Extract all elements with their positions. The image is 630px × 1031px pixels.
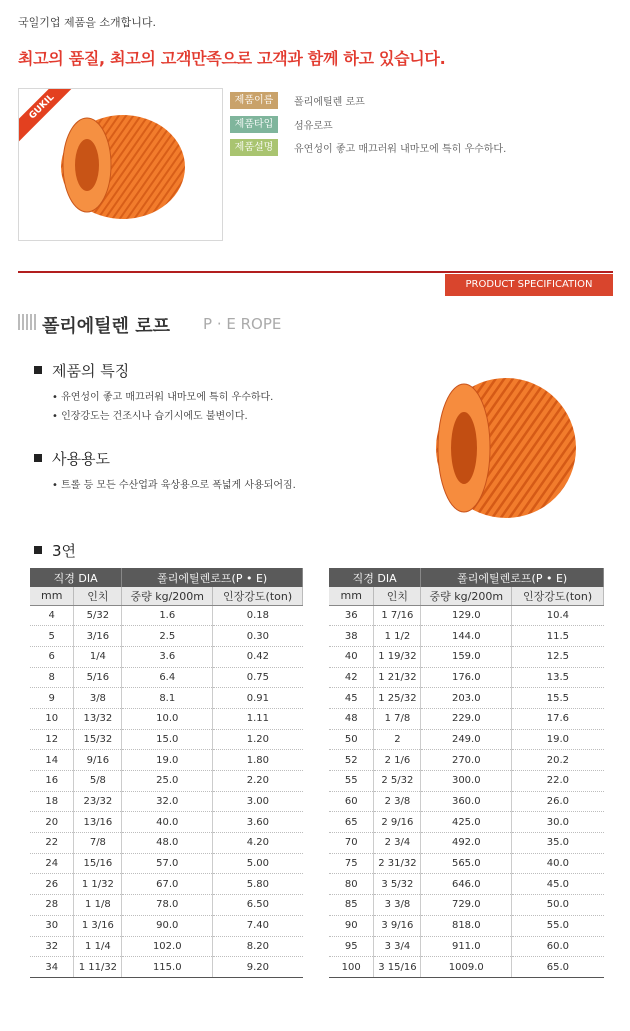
table-cell: 24 — [30, 853, 74, 874]
table-row — [30, 688, 303, 709]
table-cell: 3/16 — [74, 626, 122, 647]
table-row — [329, 874, 604, 895]
square-bullet-icon — [34, 454, 42, 462]
table-row — [30, 667, 303, 688]
table-cell: 34 — [30, 957, 74, 978]
table-row — [30, 605, 303, 626]
spec-tab: PRODUCT SPECIFICATION — [445, 274, 613, 296]
table-cell: 45 — [329, 688, 374, 709]
info-label: 제품타입 — [230, 116, 278, 133]
table-cell: 1 7/8 — [374, 708, 421, 729]
table-cell: 48.0 — [122, 833, 213, 854]
square-bullet-icon — [34, 546, 42, 554]
table-cell: 9/16 — [74, 750, 122, 771]
page-subtitle: P · E ROPE — [203, 315, 282, 333]
table-cell: 0.91 — [213, 688, 303, 709]
table-row — [30, 874, 303, 895]
info-value: 유연성이 좋고 매끄러워 내마모에 특히 우수하다. — [294, 144, 507, 155]
table-row — [30, 895, 303, 916]
table-row — [329, 833, 604, 854]
table-cell: 30.0 — [512, 812, 604, 833]
table-cell: 23/32 — [74, 791, 122, 812]
table-cell: 3 5/32 — [374, 874, 421, 895]
table-cell: 13.5 — [512, 667, 604, 688]
table-row — [329, 626, 604, 647]
table-row — [30, 915, 303, 936]
section-divider — [18, 271, 613, 273]
table-cell: 300.0 — [421, 771, 512, 792]
table-row — [329, 895, 604, 916]
table-cell: 8.20 — [213, 936, 303, 957]
table-cell: 2.20 — [213, 771, 303, 792]
table-cell: 7.40 — [213, 915, 303, 936]
table-cell: 102.0 — [122, 936, 213, 957]
table-cell: 129.0 — [421, 605, 512, 626]
table-cell: 176.0 — [421, 667, 512, 688]
table-cell: 1.80 — [213, 750, 303, 771]
info-label: 제품이름 — [230, 92, 278, 109]
info-row-type — [230, 116, 333, 133]
table-cell: 2 1/6 — [374, 750, 421, 771]
table-cell: 85 — [329, 895, 374, 916]
usage-item: • 트롤 등 모든 수산업과 육상용으로 폭넓게 사용되어짐. — [52, 480, 296, 491]
table-row — [30, 771, 303, 792]
table-cell: 36 — [329, 605, 374, 626]
table-cell: 0.42 — [213, 646, 303, 667]
table-cell: 65.0 — [512, 957, 604, 978]
table-cell: 8 — [30, 667, 74, 688]
table-cell: 5/8 — [74, 771, 122, 792]
table-cell: 3.6 — [122, 646, 213, 667]
table-cell: 144.0 — [421, 626, 512, 647]
table-cell: 1 1/2 — [374, 626, 421, 647]
table-cell: 78.0 — [122, 895, 213, 916]
column-header: mm — [30, 587, 74, 605]
table-cell: 38 — [329, 626, 374, 647]
table-cell: 25.0 — [122, 771, 213, 792]
table-cell: 2 9/16 — [374, 812, 421, 833]
column-header: 인치 — [374, 587, 421, 605]
table-cell: 1 1/8 — [74, 895, 122, 916]
table-cell: 65 — [329, 812, 374, 833]
table-cell: 3.00 — [213, 791, 303, 812]
table-cell: 40 — [329, 646, 374, 667]
table-cell: 48 — [329, 708, 374, 729]
column-header: 인치 — [74, 587, 122, 605]
table-cell: 10 — [30, 708, 74, 729]
table-cell: 12.5 — [512, 646, 604, 667]
table-cell: 360.0 — [421, 791, 512, 812]
table-cell: 3 15/16 — [374, 957, 421, 978]
table-cell: 6.4 — [122, 667, 213, 688]
table-cell: 249.0 — [421, 729, 512, 750]
table-row — [30, 936, 303, 957]
table-heading: 3연 — [34, 540, 76, 561]
table-cell: 565.0 — [421, 853, 512, 874]
info-value: 섬유로프 — [294, 121, 333, 132]
table-cell: 17.6 — [512, 708, 604, 729]
table-cell: 67.0 — [122, 874, 213, 895]
table-cell: 12 — [30, 729, 74, 750]
table-cell: 492.0 — [421, 833, 512, 854]
info-value: 폴리에틸렌 로프 — [294, 97, 365, 108]
table-cell: 100 — [329, 957, 374, 978]
table-cell: 11.5 — [512, 626, 604, 647]
table-cell: 9.20 — [213, 957, 303, 978]
square-bullet-icon — [34, 366, 42, 374]
table-cell: 50.0 — [512, 895, 604, 916]
table-cell: 19.0 — [122, 750, 213, 771]
table-cell: 0.30 — [213, 626, 303, 647]
table-cell: 45.0 — [512, 874, 604, 895]
table-cell: 32 — [30, 936, 74, 957]
table-cell: 42 — [329, 667, 374, 688]
table-cell: 6 — [30, 646, 74, 667]
table-cell: 19.0 — [512, 729, 604, 750]
table-cell: 229.0 — [421, 708, 512, 729]
column-header: 인장강도(ton) — [512, 587, 604, 605]
spec-table-right — [329, 568, 604, 978]
group-header: 폴리에틸렌로프(P • E) — [421, 568, 604, 587]
table-row — [329, 812, 604, 833]
table-cell: 22 — [30, 833, 74, 854]
usage-heading: 사용용도 — [34, 448, 110, 469]
table-cell: 10.4 — [512, 605, 604, 626]
table-cell: 5.80 — [213, 874, 303, 895]
table-cell: 8.1 — [122, 688, 213, 709]
table-cell: 5/32 — [74, 605, 122, 626]
table-cell: 60.0 — [512, 936, 604, 957]
table-cell: 4 — [30, 605, 74, 626]
info-row-description — [230, 139, 506, 156]
info-label: 제품설명 — [230, 139, 278, 156]
table-cell: 20.2 — [512, 750, 604, 771]
table-cell: 1009.0 — [421, 957, 512, 978]
group-header: 직경 DIA — [30, 568, 122, 587]
table-cell: 15/16 — [74, 853, 122, 874]
table-cell: 5/16 — [74, 667, 122, 688]
table-cell: 1 3/16 — [74, 915, 122, 936]
table-cell: 425.0 — [421, 812, 512, 833]
table-cell: 115.0 — [122, 957, 213, 978]
product-thumbnail — [18, 88, 223, 241]
table-cell: 57.0 — [122, 853, 213, 874]
table-cell: 2.5 — [122, 626, 213, 647]
table-cell: 90 — [329, 915, 374, 936]
table-cell: 55.0 — [512, 915, 604, 936]
features-heading: 제품의 특징 — [34, 360, 129, 381]
table-row — [30, 833, 303, 854]
table-cell: 1 11/32 — [74, 957, 122, 978]
table-cell: 1/4 — [74, 646, 122, 667]
table-cell: 3/8 — [74, 688, 122, 709]
table-cell: 9 — [30, 688, 74, 709]
table-cell: 1.6 — [122, 605, 213, 626]
table-row — [329, 936, 604, 957]
table-cell: 16 — [30, 771, 74, 792]
table-cell: 13/16 — [74, 812, 122, 833]
table-row — [329, 915, 604, 936]
table-cell: 13/32 — [74, 708, 122, 729]
headline: 최고의 품질, 최고의 고객만족으로 고객과 함께 하고 있습니다. — [18, 49, 446, 68]
table-cell: 80 — [329, 874, 374, 895]
table-cell: 22.0 — [512, 771, 604, 792]
intro-text: 국일기업 제품을 소개합니다. — [18, 16, 157, 29]
table-cell: 3 9/16 — [374, 915, 421, 936]
table-cell: 40.0 — [512, 853, 604, 874]
page-title: 폴리에틸렌 로프 — [42, 316, 170, 337]
column-header: 인장강도(ton) — [213, 587, 303, 605]
table-cell: 911.0 — [421, 936, 512, 957]
table-cell: 30 — [30, 915, 74, 936]
column-header: 중량 kg/200m — [421, 587, 512, 605]
table-cell: 1.20 — [213, 729, 303, 750]
table-cell: 5 — [30, 626, 74, 647]
table-cell: 90.0 — [122, 915, 213, 936]
table-row — [329, 605, 604, 626]
table-cell: 15.5 — [512, 688, 604, 709]
table-row — [30, 750, 303, 771]
table-cell: 35.0 — [512, 833, 604, 854]
table-cell: 40.0 — [122, 812, 213, 833]
column-header: mm — [329, 587, 374, 605]
table-cell: 28 — [30, 895, 74, 916]
table-cell: 14 — [30, 750, 74, 771]
table-cell: 1 7/16 — [374, 605, 421, 626]
table-row — [329, 688, 604, 709]
table-cell: 1 19/32 — [374, 646, 421, 667]
table-row — [329, 646, 604, 667]
table-cell: 2 — [374, 729, 421, 750]
table-row — [30, 646, 303, 667]
table-row — [30, 626, 303, 647]
table-cell: 4.20 — [213, 833, 303, 854]
spec-table-left — [30, 568, 303, 978]
table-cell: 26.0 — [512, 791, 604, 812]
title-marker-icon — [18, 314, 36, 330]
table-row — [30, 812, 303, 833]
table-cell: 1 1/4 — [74, 936, 122, 957]
table-row — [329, 957, 604, 978]
column-header: 중량 kg/200m — [122, 587, 213, 605]
table-cell: 1 1/32 — [74, 874, 122, 895]
table-row — [329, 708, 604, 729]
group-header: 폴리에틸렌로프(P • E) — [122, 568, 303, 587]
table-cell: 646.0 — [421, 874, 512, 895]
table-cell: 15/32 — [74, 729, 122, 750]
table-cell: 2 31/32 — [374, 853, 421, 874]
brand-ribbon: GUKIL — [18, 88, 79, 144]
feature-item: • 유연성이 좋고 매끄러워 내마모에 특히 우수하다. — [52, 392, 274, 403]
table-cell: 2 3/8 — [374, 791, 421, 812]
table-row — [329, 729, 604, 750]
table-cell: 50 — [329, 729, 374, 750]
table-row — [329, 791, 604, 812]
table-cell: 26 — [30, 874, 74, 895]
table-cell: 203.0 — [421, 688, 512, 709]
table-cell: 1 25/32 — [374, 688, 421, 709]
table-cell: 3 3/4 — [374, 936, 421, 957]
table-cell: 70 — [329, 833, 374, 854]
table-cell: 15.0 — [122, 729, 213, 750]
table-cell: 1 21/32 — [374, 667, 421, 688]
table-cell: 95 — [329, 936, 374, 957]
table-cell: 6.50 — [213, 895, 303, 916]
group-header: 직경 DIA — [329, 568, 421, 587]
table-cell: 7/8 — [74, 833, 122, 854]
table-cell: 2 3/4 — [374, 833, 421, 854]
table-row — [30, 957, 303, 978]
table-cell: 10.0 — [122, 708, 213, 729]
feature-item: • 인장강도는 건조시나 습기시에도 불변이다. — [52, 411, 248, 422]
table-cell: 2 5/32 — [374, 771, 421, 792]
table-cell: 60 — [329, 791, 374, 812]
table-cell: 32.0 — [122, 791, 213, 812]
table-cell: 18 — [30, 791, 74, 812]
table-row — [30, 708, 303, 729]
info-row-name — [230, 92, 365, 109]
rope-coil-image — [19, 89, 223, 241]
table-cell: 1.11 — [213, 708, 303, 729]
table-cell: 0.75 — [213, 667, 303, 688]
table-row — [30, 791, 303, 812]
table-row — [30, 729, 303, 750]
table-cell: 75 — [329, 853, 374, 874]
table-row — [329, 853, 604, 874]
table-cell: 5.00 — [213, 853, 303, 874]
table-cell: 20 — [30, 812, 74, 833]
table-cell: 159.0 — [421, 646, 512, 667]
table-row — [329, 750, 604, 771]
rope-coil-large-image — [422, 372, 582, 524]
table-cell: 55 — [329, 771, 374, 792]
table-row — [329, 667, 604, 688]
table-cell: 3.60 — [213, 812, 303, 833]
table-cell: 270.0 — [421, 750, 512, 771]
table-row — [329, 771, 604, 792]
table-cell: 3 3/8 — [374, 895, 421, 916]
table-cell: 52 — [329, 750, 374, 771]
table-row — [30, 853, 303, 874]
table-cell: 729.0 — [421, 895, 512, 916]
table-cell: 0.18 — [213, 605, 303, 626]
table-cell: 818.0 — [421, 915, 512, 936]
